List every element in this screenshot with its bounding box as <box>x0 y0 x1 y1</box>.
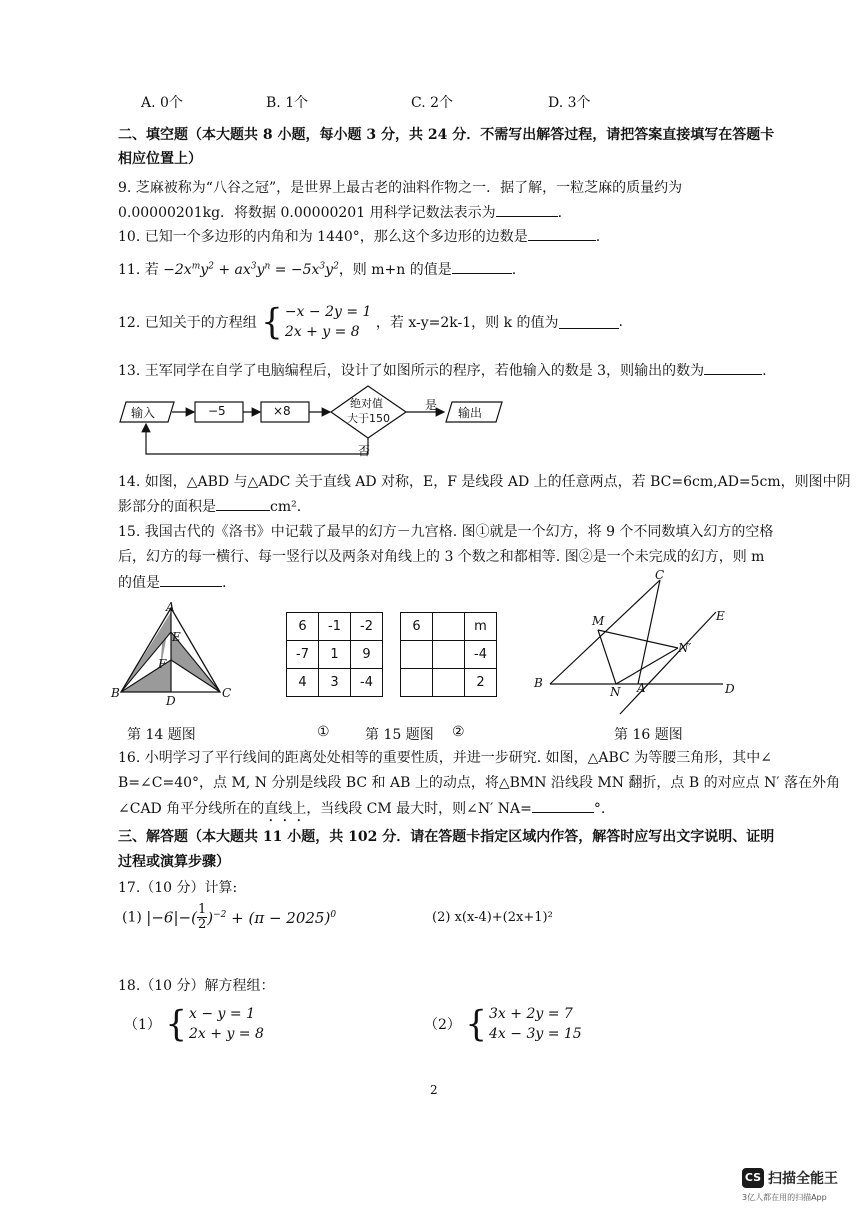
q14-line1: 14. 如图，△ABD 与△ADC 关于直线 AD 对称，E，F 是线段 AD 上的任意两点，若 BC=6cm,AD=5cm，则图中阴 <box>118 474 851 490</box>
magic-square-2 <box>400 612 497 697</box>
fig14-label-b: B <box>111 686 120 700</box>
flow-cond-line2: 大于150 <box>347 412 390 425</box>
q18-title: 18.（10 分）解方程组： <box>118 978 275 994</box>
section2-header-line2: 相应位置上） <box>118 151 202 167</box>
q13-line: 13. 王军同学在自学了电脑编程后，设计了如图所示的程序，若他输入的数是 3，则输出的数为 . <box>118 363 767 379</box>
caption-15-circle1: ① <box>317 724 330 740</box>
flow-times8-label: ×8 <box>273 404 291 418</box>
q12-eq2: 2x + y = 8 <box>284 324 360 340</box>
magic2-cell: -4 <box>465 641 497 669</box>
q17-fraction: $\frac{1}{2}$ <box>197 902 207 932</box>
q16-text-a: ∠CAD 角平分线所在的 <box>118 801 265 817</box>
q11-equation: $-2x^my^2 + ax^3y^n = -5x^3y^2$ <box>163 261 339 278</box>
q12-suffix: ，若 x-y=2k-1，则 k 的值为 <box>375 315 559 331</box>
magic2-cell: 2 <box>465 669 497 697</box>
q15-line2: 后，幻方的每一横行、每一竖行以及两条对角线上的 3 个数之和都相等. 图②是一个未完成的幻方，则 m <box>118 549 765 565</box>
section3-header-line2: 过程或演算步骤） <box>118 854 230 870</box>
magic1-cell: -7 <box>287 641 319 669</box>
q17-title: 17.（10 分）计算: <box>118 880 238 896</box>
flow-minus5-label: −5 <box>208 404 226 418</box>
q16-line2: B=∠C=40°，点 M, N 分别是线段 BC 和 AB 上的动点，将△BMN 沿线段 MN 翻折，点 B 的对应点 N′ 落在外角 <box>118 775 840 791</box>
magic2-cell <box>433 613 465 641</box>
q10-answer-blank[interactable] <box>528 228 596 241</box>
q15-line1: 15. 我国古代的《洛书》中记载了最早的幻方－九宫格. 图①就是一个幻方，将 9 个不同数填入幻方的空格 <box>118 524 774 540</box>
flowchart <box>118 384 508 462</box>
fig16-label-m: M <box>592 614 605 628</box>
q18-part1-label: （1） <box>124 1017 161 1033</box>
caption-16: 第 16 题图 <box>614 727 683 743</box>
q11-answer-blank[interactable] <box>452 261 512 274</box>
q15-line3: 的值是 . <box>118 575 227 591</box>
fig16-label-n: N <box>610 685 621 699</box>
caption-15-circle2: ② <box>452 724 465 740</box>
q12-line: 12. 已知关于的方程组 { −x − 2y = 1 2x + y = 8 ，若 x-y=2k-1，则 k 的值为 . <box>118 301 623 343</box>
q16-answer-blank[interactable] <box>532 800 594 813</box>
section2-header-line1: 二、填空题（本大题共 8 小题，每小题 3 分，共 24 分．不需写出解答过程，请把答案直接填写在答题卡 <box>118 127 775 143</box>
fig16-label-b: B <box>534 676 543 690</box>
flow-yes-label: 是 <box>425 398 438 412</box>
magic1-cell: -1 <box>319 613 351 641</box>
fig14-label-a: A <box>166 600 175 614</box>
magic1-cell: 1 <box>319 641 351 669</box>
magic1-cell: 6 <box>287 613 319 641</box>
q17-part1-expr: |−6|−( <box>146 908 197 927</box>
magic2-cell: 6 <box>401 613 433 641</box>
option-c: C. 2个 <box>411 95 454 111</box>
scanner-name: 扫描全能王 <box>768 1171 838 1187</box>
caption-15: 第 15 题图 <box>365 727 434 743</box>
q12-eq1: −x − 2y = 1 <box>284 304 372 320</box>
q16-line1: 16. 小明学习了平行线间的距离处处相等的重要性质，并进一步研究. 如图，△ABC 为等腰三角形，其中∠ <box>118 750 772 766</box>
fig16-label-e: E <box>716 609 725 623</box>
q16-text-b: ，当线段 CM 最大时，则∠N′ NA= <box>306 801 532 817</box>
q14-text: 影部分的面积是 <box>118 499 216 515</box>
q18-part2-eq1: 3x + 2y = 7 <box>489 1006 573 1022</box>
magic1-cell: -2 <box>351 613 383 641</box>
option-a: A. 0个 <box>141 95 183 111</box>
q18-part2-label: （2） <box>424 1017 461 1033</box>
q15-text: 的值是 <box>118 575 160 591</box>
q18-part1-eq2: 2x + y = 8 <box>189 1026 264 1042</box>
magic1-cell: 3 <box>319 669 351 697</box>
q13-text: 13. 王军同学在自学了电脑编程后，设计了如图所示的程序，若他输入的数是 3，则输出的数为 <box>118 363 705 379</box>
q12-answer-blank[interactable] <box>559 316 619 329</box>
q11-suffix: ，则 m+n 的值是 <box>338 262 452 278</box>
magic1-cell: 4 <box>287 669 319 697</box>
q18-part2-eq2: 4x − 3y = 15 <box>489 1026 582 1042</box>
flow-cond-line1: 绝对值 <box>350 397 383 410</box>
section3-header-line1: 三、解答题（本大题共 11 小题，共 102 分．请在答题卡指定区域内作答，解答时应写出文字说明、证明 <box>118 829 775 845</box>
q10-text: 10. 已知一个多边形的内角和为 1440°，那么这个多边形的边数是 <box>118 229 528 245</box>
q14-line2 <box>118 496 301 516</box>
q9-text: 0.00000201kg．将数据 0.00000201 用科学记数法表示为 <box>118 205 496 221</box>
magic2-cell <box>433 669 465 697</box>
scanner-tagline: 3亿人都在用的扫描App <box>742 1193 827 1202</box>
fig14-label-c: C <box>222 686 232 700</box>
q15-answer-blank[interactable] <box>160 574 222 587</box>
magic2-cell <box>401 641 433 669</box>
flow-loop-arrow <box>146 424 368 454</box>
q17-part1-label: (1) <box>122 909 142 926</box>
q17-part1: (1) |−6|−( $\frac{1}{2}$ )$^{-2} + (\pi - 2025)^0$ <box>122 902 337 932</box>
fig14-label-e: E <box>172 630 181 644</box>
q14-unit: cm². <box>270 499 302 515</box>
q9-line2: 0.00000201kg．将数据 0.00000201 用科学记数法表示为 . <box>118 205 563 221</box>
q18-part2 <box>424 1004 582 1044</box>
magic2-cell: m <box>465 613 497 641</box>
q13-answer-blank[interactable] <box>704 362 762 375</box>
q9-answer-blank[interactable] <box>496 204 558 217</box>
q17-part2: (2) x(x-4)+(2x+1)² <box>432 910 553 925</box>
magic1-cell: -4 <box>351 669 383 697</box>
scanner-logo-icon: CS <box>742 1168 764 1188</box>
fig16-label-a: A <box>637 681 646 695</box>
q11-prefix: 11. 若 <box>118 262 159 278</box>
page-number: 2 <box>430 1083 438 1097</box>
figure-16 <box>528 568 748 718</box>
q18-part1 <box>124 1004 264 1044</box>
magic1-cell: 9 <box>351 641 383 669</box>
q12-system: { −x − 2y = 1 2x + y = 8 <box>261 301 372 343</box>
q18-part2-system: { 3x + 2y = 7 4x − 3y = 15 <box>465 1003 582 1045</box>
q10-line: 10. 已知一个多边形的内角和为 1440°，那么这个多边形的边数是 . <box>118 229 601 245</box>
q18-part1-system: { x − y = 1 2x + y = 8 <box>165 1003 264 1045</box>
q9-line1: 9. 芝麻被称为“八谷之冠”，是世界上最古老的油料作物之一．据了解，一粒芝麻的质量约为 <box>118 180 683 196</box>
magic2-cell <box>401 669 433 697</box>
flow-no-label: 否 <box>358 444 371 458</box>
magic-square-1 <box>286 612 383 697</box>
q16-line3 <box>118 798 605 825</box>
fig14-label-f: F <box>158 657 167 671</box>
q12-prefix: 12. 已知关于的方程组 <box>118 315 257 331</box>
fig14-label-d: D <box>166 694 176 708</box>
q11-line: 11. 若 $-2x^my^2 + ax^3y^n = -5x^3y^2$，则 m+n 的值是 . <box>118 261 517 278</box>
fig16-label-c: C <box>655 568 665 582</box>
magic2-cell <box>433 641 465 669</box>
q14-answer-blank[interactable] <box>216 498 270 511</box>
flow-output-label: 输出 <box>458 406 483 420</box>
option-d: D. 3个 <box>548 95 591 111</box>
fig16-label-n-prime: N′ <box>678 641 692 655</box>
flow-input-label: 输入 <box>131 406 156 420</box>
fig16-label-d: D <box>725 682 735 696</box>
caption-14: 第 14 题图 <box>127 727 196 743</box>
option-b: B. 1个 <box>266 95 309 111</box>
q16-emphasis: 直线上 <box>264 801 307 817</box>
q18-part1-eq1: x − y = 1 <box>189 1006 255 1022</box>
q16-text-c: °. <box>593 801 606 817</box>
